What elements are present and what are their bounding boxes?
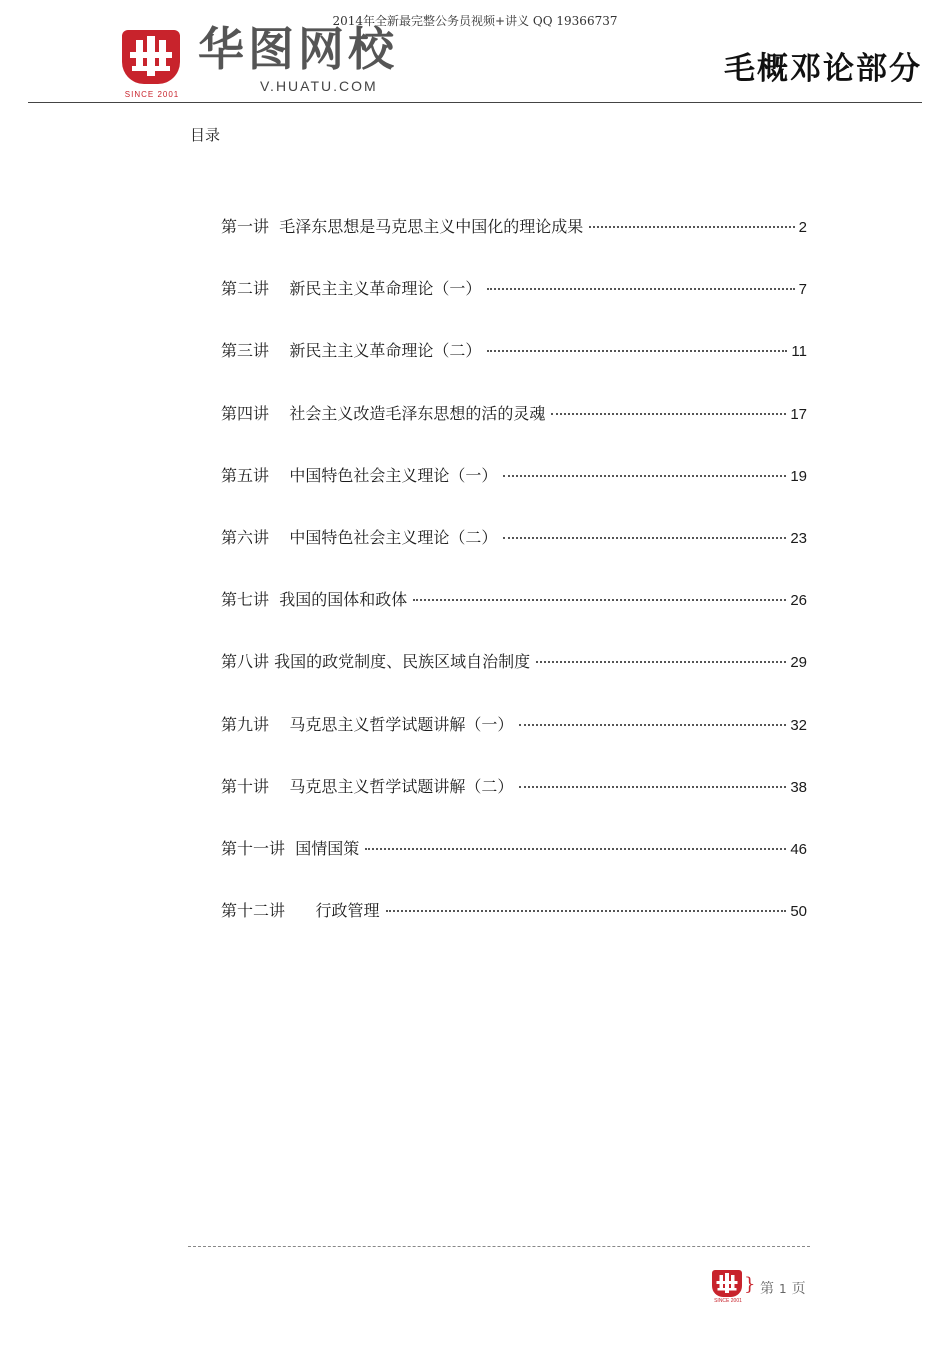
toc-entry-gap <box>269 590 279 609</box>
toc-dot-leader <box>413 599 786 601</box>
toc-entry-title: 国情国策 <box>295 839 360 858</box>
toc-entry[interactable] <box>221 338 807 366</box>
toc-entry-title: 社会主义改造毛泽东思想的活的灵魂 <box>289 403 546 423</box>
huatu-logo-icon <box>122 30 180 84</box>
toc-entry-title: 我国的国体和政体 <box>279 590 408 610</box>
page-number-value: 1 <box>779 1282 787 1296</box>
toc-entry-title: 中国特色社会主义理论（一） <box>289 465 498 485</box>
toc-entry-number: 第十一讲 <box>221 839 286 858</box>
toc-entry-number: 第五讲 <box>221 465 270 485</box>
toc-dot-leader <box>536 661 786 663</box>
toc-entry[interactable] <box>221 276 807 304</box>
toc-entry-page: 26 <box>790 592 807 610</box>
toc-entry-gap <box>269 217 279 236</box>
toc-entry[interactable] <box>221 712 807 740</box>
toc-entry[interactable] <box>221 525 807 553</box>
toc-entry-number: 第二讲 <box>221 279 270 299</box>
toc-entry-page: 17 <box>790 405 807 423</box>
toc-entry-page: 38 <box>790 778 807 796</box>
toc-entry[interactable] <box>221 898 807 926</box>
toc-entry-page: 19 <box>790 467 807 485</box>
section-title: 毛概邓论部分 <box>724 51 922 87</box>
logo-brand-text: 华图网校 <box>198 22 398 76</box>
toc-entry-number: 第十二讲 <box>221 901 286 921</box>
footer-brace: } <box>744 1274 756 1295</box>
toc-dot-leader <box>519 786 786 788</box>
toc-entry-page: 11 <box>791 343 807 361</box>
toc-entry-page: 29 <box>790 654 807 672</box>
toc-entry[interactable] <box>221 649 807 677</box>
toc-entry-gap <box>285 901 316 920</box>
toc-dot-leader <box>589 226 794 228</box>
toc-entry[interactable] <box>221 774 807 802</box>
toc-dot-leader <box>503 475 786 477</box>
toc-entry-number: 第三讲 <box>221 341 270 361</box>
toc-entry[interactable] <box>221 214 807 242</box>
toc-entry-title: 行政管理 <box>315 901 380 921</box>
toc-dot-leader <box>551 413 786 415</box>
footer-since-text: SINCE 2001 <box>714 1298 742 1304</box>
toc-entry-gap <box>269 341 289 360</box>
toc-entry-page: 50 <box>790 903 807 921</box>
toc-entry-gap <box>269 528 289 547</box>
toc-dot-leader <box>487 350 787 352</box>
page-number <box>760 1278 806 1298</box>
toc-entry-number: 第十讲 <box>221 776 270 796</box>
toc-entry-number: 第七讲 <box>221 590 270 610</box>
toc-entry[interactable] <box>221 587 807 615</box>
toc-entry-title: 新民主主义革命理论（二） <box>289 341 482 361</box>
toc-entry-title: 马克思主义哲学试题讲解（二） <box>289 776 514 796</box>
footer-logo-icon <box>712 1270 742 1297</box>
toc-entry-page: 46 <box>790 841 807 858</box>
toc-entry[interactable] <box>221 463 807 491</box>
toc-entry-page: 32 <box>790 716 807 734</box>
logo-url-text: V.HUATU.COM <box>260 78 378 94</box>
toc-entry-gap <box>269 404 289 423</box>
top-watermark-note: 2014年全新最完整公务员视频+讲义 QQ 19366737 <box>332 14 618 28</box>
toc-dot-leader <box>487 288 794 290</box>
toc-entry-number: 第一讲 <box>221 217 270 236</box>
toc-dot-leader <box>519 724 786 726</box>
toc-entry-gap <box>269 466 289 485</box>
header-divider <box>28 102 922 103</box>
page-prefix: 第 <box>760 1281 774 1297</box>
toc-entry-title: 新民主主义革命理论（一） <box>289 279 482 299</box>
toc-entry-gap <box>285 839 295 858</box>
toc-entry-page: 2 <box>798 219 807 236</box>
toc-entry-number: 第六讲 <box>221 528 270 547</box>
toc-entry-gap <box>269 715 289 734</box>
toc-dot-leader <box>365 848 786 850</box>
toc-entry-gap <box>269 279 289 298</box>
toc-dot-leader <box>503 537 786 539</box>
toc-entry-title: 马克思主义哲学试题讲解（一） <box>289 714 514 734</box>
toc-entry-title: 我国的政党制度、民族区域自治制度 <box>274 652 531 672</box>
toc-entry[interactable] <box>221 401 807 429</box>
toc-entry-page: 23 <box>790 530 807 547</box>
toc-entry[interactable] <box>221 836 807 864</box>
toc-entry-number: 第四讲 <box>221 403 270 423</box>
toc-dot-leader <box>386 910 787 912</box>
toc-entry-title: 毛泽东思想是马克思主义中国化的理论成果 <box>279 217 584 236</box>
toc-entry-number: 第九讲 <box>221 714 270 734</box>
logo-since-text: SINCE 2001 <box>124 90 180 99</box>
toc-entry-title: 中国特色社会主义理论（二） <box>289 528 498 547</box>
toc-entry-gap <box>269 777 289 796</box>
footer-divider <box>188 1246 810 1247</box>
toc-entry-page: 7 <box>798 281 807 299</box>
toc-entry-number: 第八讲 <box>221 652 270 672</box>
page-suffix: 页 <box>791 1281 806 1297</box>
toc-heading: 目录 <box>190 126 221 144</box>
